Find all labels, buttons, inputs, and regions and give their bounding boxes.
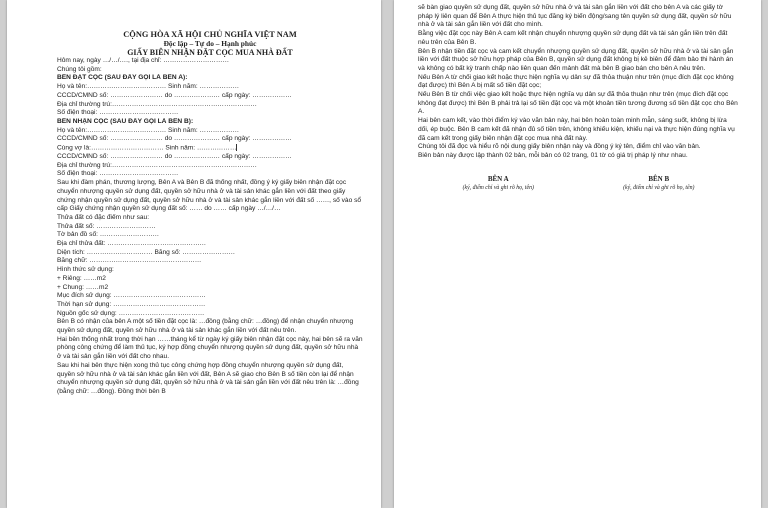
- signature-note-b: (ký, điểm chỉ và ghi rõ họ, tên): [623, 184, 695, 191]
- document-page-1: [7, 0, 381, 508]
- party-b-refusal-paragraph: Nếu Bên B từ chối việc giao kết hoặc thực hiện nghĩa vụ dân sự đã thỏa thuận như trên (mục đích đặt cọc không đạt được) thì Bên B phải trả lại số tiền đặt cọc và một khoản tiền tương đương số tiền đặt cọc cho Bên A.: [418, 91, 738, 116]
- area-line: Diện tích: ………………………… Bằng số: ……………………: [57, 248, 236, 256]
- handover-paragraph: sẽ bàn giao quyền sử dụng đất, quyền sở hữu nhà ở và tài sản gắn liền với đất cho bên A và các giấy tờ pháp lý liên quan để Bên A thực hiện thủ tục đăng ký biến động/sang tên quyền sử dụng đất, quyền sở hữu nhà ở và tài sản gắn liền với đất cho mình.: [418, 4, 732, 29]
- party-b-spouse-id-line: CCCD/CMND số: …………………… do ………………… cấp ngày: ………………: [57, 152, 292, 160]
- party-a-phone-line: Số điện thoại: ………………………………: [57, 109, 179, 117]
- land-lines-heading: Thửa đất có đặc điểm như sau:: [57, 213, 150, 221]
- agreement-paragraph: Sau khi đàm phán, thương lượng, Bên A và Bên B đã thống nhất, đồng ý ký giấy biên nhận đặt cọc chuyển nhượng quyền sử dụng đất, quyền sở hữu nhà ở và tài sản khác gắn liền với đất theo giấy chứng nhận quyền sử dụng đất, quyền sở hữu nhà ở và tài sản khác gắn liền với đất số ……, số vào sổ cấp Giấy chứng nhận quyền sử dụng đất số: …… do …… cấp ngày …/…/…: [57, 179, 362, 213]
- motto: Độc lập – Tự do – Hạnh phúc: [163, 39, 257, 48]
- party-a-address-line: Địa chỉ thường trú:…………………………………………………………: [57, 100, 257, 108]
- document-title: GIẤY BIÊN NHẬN ĐẶT CỌC MUA NHÀ ĐẤT: [127, 48, 293, 57]
- text-cursor: [236, 144, 237, 151]
- party-b-phone-line: Số điện thoại: ………………………………: [57, 170, 179, 178]
- map-sheet-line: Tờ bản đồ số: ………………………: [57, 231, 160, 239]
- read-and-agree-paragraph: Chúng tôi đã đọc và hiểu rõ nội dung giấy biên nhận này và đồng ý ký tên, điểm chỉ vào văn bản.: [418, 143, 701, 151]
- term-paragraph: Hai bên thống nhất trong thời hạn ……tháng kể từ ngày ký giấy biên nhận đặt cọc này, hai bên sẽ ra văn phòng công chứng để làm thủ tục, ký hợp đồng chuyển nhượng quyền sử dụng đất, quyền sở hữu nhà ở và tài sản gắn liền với đất cho nhau.: [57, 335, 363, 361]
- payment-paragraph: Sau khi hai bên thực hiện xong thủ tục công chứng hợp đồng chuyển nhượng quyền sử dụng đất, quyền sở hữu nhà ở và tài sản khác gắn liền với đất, Bên A sẽ giao cho Bên B số tiền còn lại để nhận chuyển nhượng quyền sử dụng đất, quyền sở hữu nhà ở và tài sản gắn liền với đất nêu trên là: …đồng (bằng chữ: …đồng). Đồng thời bên B: [57, 361, 359, 395]
- signature-row: [418, 175, 739, 192]
- party-b-id-line: CCCD/CMND số: …………………… do ………………… cấp ngày: ………………: [57, 135, 292, 143]
- area-in-words-line: Bằng chữ: ……………………………………………: [57, 257, 202, 265]
- party-b-heading: BÊN NHẬN CỌC (SAU ĐÂY GỌI LÀ BÊN B):: [57, 117, 194, 125]
- date-line: Hôm nay, ngày …/…/…., tại địa chỉ: …………………………: [57, 57, 230, 64]
- usage-purpose-line: Mục đích sử dụng: ……………………………………: [57, 292, 206, 300]
- party-b-commitment-paragraph: Bên B nhận tiền đặt cọc và cam kết chuyển nhượng quyền sử dụng đất, quyền sở hữu nhà ở và tài sản gắn liền với đất thuộc sở hữu hợp pháp của Bên B, quyền sử dụng đất không bị kê biên để đảm bảo thi hành án và không có bất kỳ tranh chấp nào liên quan đến mảnh đất mà bên B giao bán cho bên A nêu trên.: [418, 47, 734, 72]
- usage-origin-line: Nguồn gốc sử dụng: …………………………………: [57, 309, 205, 317]
- we-include-line: Chúng tôi gồm:: [57, 65, 102, 73]
- signature-party-b: BÊN B: [648, 174, 670, 183]
- signature-block-b: [579, 175, 740, 192]
- document-page-2: [394, 0, 761, 508]
- land-plot-number-line: Thửa đất số: ………………………: [57, 222, 156, 230]
- usage-form-line: Hình thức sử dụng:: [57, 266, 114, 274]
- party-a-name-line: Họ và tên:……………………………… Sinh năm: ………………: [57, 83, 240, 91]
- deposit-paragraph: Bên B có nhận của bên A một số tiền đặt cọc là: …đồng (bằng chữ: …đồng) để nhận chuyển nhượng quyền sử dụng đất, quyền sở hữu nhà ở và tài sản khác gắn liền với đất nêu trên.: [57, 318, 354, 335]
- party-a-heading: BÊN ĐẶT CỌC (SAU ĐÂY GỌI LÀ BÊN A):: [57, 74, 188, 82]
- mutual-commitment-paragraph: Hai bên cam kết, vào thời điểm ký vào văn bản này, hai bên hoàn toàn minh mẫn, sáng suốt, không bị lừa dối, ép buộc. Bên B cam kết đã nhận đủ số tiền trên, không khiếu kiện, khiếu nại và thực hiện đúng nghĩa vụ đã cam kết trong giấy biên nhận đặt cọc mua nhà đất này.: [418, 117, 735, 142]
- private-area-line: + Riêng: ……m2: [57, 274, 106, 282]
- signature-party-a: BÊN A: [487, 174, 509, 183]
- party-a-refusal-paragraph: Nếu Bên A từ chối giao kết hoặc thực hiện nghĩa vụ dân sự đã thỏa thuận như trên (mục đích đặt cọc không đạt được) thì Bên A bị mất số tiền đặt cọc;: [418, 73, 734, 90]
- signature-block-a: [418, 175, 579, 192]
- national-title: CỘNG HÒA XÃ HỘI CHỦ NGHĨA VIỆT NAM: [123, 30, 297, 39]
- land-address-line: Địa chỉ thửa đất: ………………………………………: [57, 240, 207, 248]
- party-b-name-line: Họ và tên:……………………………… Sinh năm: ………………: [57, 126, 240, 134]
- signature-note-a: (ký, điểm chỉ và ghi rõ họ, tên): [462, 184, 534, 191]
- party-b-spouse-line: Cùng vợ là:…………………………… Sinh năm: ………………: [57, 144, 237, 152]
- party-b-address-line: Địa chỉ thường trú:…………………………………………………………: [57, 161, 257, 169]
- copies-paragraph: Biên bản này được lập thành 02 bản, mỗi bản có 02 trang, 01 tờ có giá trị pháp lý như nhau.: [418, 151, 688, 159]
- usage-term-line: Thời hạn sử dụng: ……………………………………: [57, 300, 206, 308]
- party-a-id-line: CCCD/CMND số: …………………… do ………………… cấp ngày: ………………: [57, 91, 292, 99]
- shared-area-line: + Chung: ……m2: [57, 283, 109, 291]
- party-a-commitment-paragraph: Bằng việc đặt cọc này Bên A cam kết nhận chuyển nhượng quyền sử dụng đất và tài sản gắn liền trên đất nêu trên của Bên B.: [418, 30, 728, 46]
